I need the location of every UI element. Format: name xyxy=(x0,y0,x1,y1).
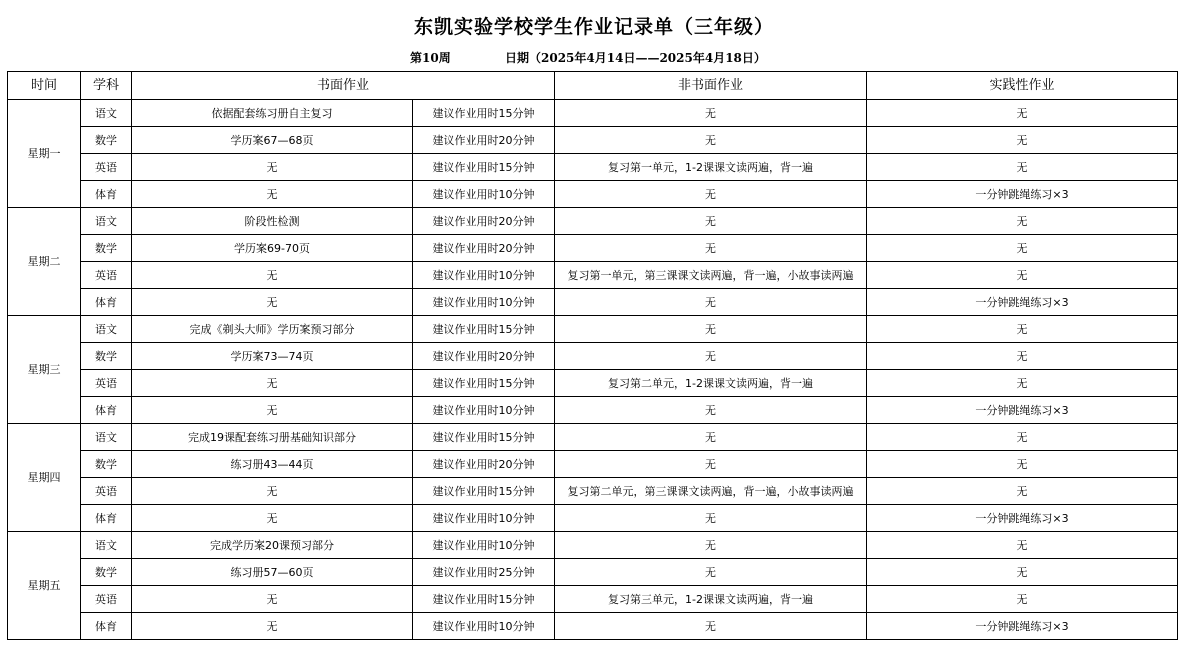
subject-cell: 语文 xyxy=(81,316,132,343)
time-cell: 建议作业用时20分钟 xyxy=(413,127,555,154)
table-row xyxy=(8,451,1178,478)
time-cell: 建议作业用时10分钟 xyxy=(413,289,555,316)
nonwritten-cell: 复习第三单元，1-2课课文读两遍，背一遍 xyxy=(555,586,867,613)
written-cell: 无 xyxy=(132,289,413,316)
practice-cell: 无 xyxy=(867,559,1178,586)
time-cell: 建议作业用时20分钟 xyxy=(413,451,555,478)
practice-cell: 无 xyxy=(867,451,1178,478)
written-cell: 无 xyxy=(132,181,413,208)
subject-cell: 体育 xyxy=(81,181,132,208)
time-cell: 建议作业用时20分钟 xyxy=(413,343,555,370)
time-cell: 建议作业用时10分钟 xyxy=(413,397,555,424)
written-cell: 无 xyxy=(132,262,413,289)
table-row xyxy=(8,505,1178,532)
written-cell: 无 xyxy=(132,154,413,181)
day-cell: 星期一 xyxy=(8,100,81,208)
day-cell: 星期二 xyxy=(8,208,81,316)
subject-cell: 数学 xyxy=(81,235,132,262)
written-cell: 无 xyxy=(132,505,413,532)
practice-cell: 无 xyxy=(867,343,1178,370)
written-cell: 完成学历案20课预习部分 xyxy=(132,532,413,559)
written-cell: 无 xyxy=(132,370,413,397)
subject-cell: 体育 xyxy=(81,613,132,640)
practice-cell: 无 xyxy=(867,586,1178,613)
written-cell: 完成19课配套练习册基础知识部分 xyxy=(132,424,413,451)
written-cell: 无 xyxy=(132,613,413,640)
written-cell: 学历案73—74页 xyxy=(132,343,413,370)
practice-cell: 无 xyxy=(867,208,1178,235)
table-row xyxy=(8,127,1178,154)
practice-cell: 无 xyxy=(867,370,1178,397)
header-row xyxy=(8,72,1178,100)
nonwritten-cell: 无 xyxy=(555,559,867,586)
nonwritten-cell: 复习第一单元，1-2课课文读两遍，背一遍 xyxy=(555,154,867,181)
time-cell: 建议作业用时25分钟 xyxy=(413,559,555,586)
header-written: 书面作业 xyxy=(132,72,555,100)
time-cell: 建议作业用时15分钟 xyxy=(413,154,555,181)
nonwritten-cell: 无 xyxy=(555,208,867,235)
subject-cell: 数学 xyxy=(81,559,132,586)
table-row xyxy=(8,100,1178,127)
table-row xyxy=(8,613,1178,640)
practice-cell: 无 xyxy=(867,424,1178,451)
nonwritten-cell: 无 xyxy=(555,316,867,343)
subject-cell: 语文 xyxy=(81,532,132,559)
time-cell: 建议作业用时10分钟 xyxy=(413,181,555,208)
practice-cell: 一分钟跳绳练习×3 xyxy=(867,181,1178,208)
subject-cell: 英语 xyxy=(81,370,132,397)
table-row xyxy=(8,370,1178,397)
table-row xyxy=(8,208,1178,235)
nonwritten-cell: 无 xyxy=(555,343,867,370)
practice-cell: 一分钟跳绳练习×3 xyxy=(867,505,1178,532)
practice-cell: 无 xyxy=(867,154,1178,181)
written-cell: 学历案69-70页 xyxy=(132,235,413,262)
subject-cell: 数学 xyxy=(81,127,132,154)
table-row xyxy=(8,397,1178,424)
practice-cell: 无 xyxy=(867,262,1178,289)
practice-cell: 一分钟跳绳练习×3 xyxy=(867,397,1178,424)
practice-cell: 一分钟跳绳练习×3 xyxy=(867,289,1178,316)
written-cell: 练习册57—60页 xyxy=(132,559,413,586)
time-cell: 建议作业用时20分钟 xyxy=(413,235,555,262)
nonwritten-cell: 无 xyxy=(555,100,867,127)
table-row xyxy=(8,154,1178,181)
time-cell: 建议作业用时15分钟 xyxy=(413,370,555,397)
nonwritten-cell: 无 xyxy=(555,235,867,262)
written-cell: 学历案67—68页 xyxy=(132,127,413,154)
nonwritten-cell: 无 xyxy=(555,127,867,154)
subject-cell: 英语 xyxy=(81,262,132,289)
day-cell: 星期三 xyxy=(8,316,81,424)
table-row xyxy=(8,181,1178,208)
homework-table xyxy=(7,71,1178,640)
subject-cell: 语文 xyxy=(81,424,132,451)
time-cell: 建议作业用时10分钟 xyxy=(413,532,555,559)
time-cell: 建议作业用时10分钟 xyxy=(413,262,555,289)
time-cell: 建议作业用时15分钟 xyxy=(413,586,555,613)
day-cell: 星期四 xyxy=(8,424,81,532)
nonwritten-cell: 无 xyxy=(555,397,867,424)
time-cell: 建议作业用时15分钟 xyxy=(413,478,555,505)
table-row xyxy=(8,289,1178,316)
practice-cell: 无 xyxy=(867,100,1178,127)
table-row xyxy=(8,559,1178,586)
subject-cell: 体育 xyxy=(81,289,132,316)
subject-cell: 语文 xyxy=(81,208,132,235)
written-cell: 练习册43—44页 xyxy=(132,451,413,478)
subject-cell: 体育 xyxy=(81,397,132,424)
time-cell: 建议作业用时15分钟 xyxy=(413,316,555,343)
nonwritten-cell: 复习第二单元，1-2课课文读两遍，背一遍 xyxy=(555,370,867,397)
written-cell: 无 xyxy=(132,397,413,424)
practice-cell: 无 xyxy=(867,478,1178,505)
table-row xyxy=(8,532,1178,559)
time-cell: 建议作业用时20分钟 xyxy=(413,208,555,235)
subject-cell: 英语 xyxy=(81,478,132,505)
table-row xyxy=(8,235,1178,262)
subject-cell: 数学 xyxy=(81,343,132,370)
header-time: 时间 xyxy=(8,72,81,100)
written-cell: 阶段性检测 xyxy=(132,208,413,235)
practice-cell: 无 xyxy=(867,532,1178,559)
page-title: 东凯实验学校学生作业记录单（三年级） xyxy=(413,16,774,38)
nonwritten-cell: 无 xyxy=(555,505,867,532)
week-label: 第10周 xyxy=(410,51,451,65)
table-row xyxy=(8,424,1178,451)
table-row xyxy=(8,343,1178,370)
table-row xyxy=(8,316,1178,343)
nonwritten-cell: 复习第二单元，第三课课文读两遍，背一遍，小故事读两遍 xyxy=(555,478,867,505)
table-row xyxy=(8,478,1178,505)
nonwritten-cell: 无 xyxy=(555,532,867,559)
time-cell: 建议作业用时10分钟 xyxy=(413,505,555,532)
header-practice: 实践性作业 xyxy=(867,72,1178,100)
subject-cell: 英语 xyxy=(81,154,132,181)
nonwritten-cell: 无 xyxy=(555,289,867,316)
subject-cell: 英语 xyxy=(81,586,132,613)
table-row xyxy=(8,262,1178,289)
written-cell: 无 xyxy=(132,478,413,505)
practice-cell: 无 xyxy=(867,127,1178,154)
nonwritten-cell: 无 xyxy=(555,181,867,208)
day-cell: 星期五 xyxy=(8,532,81,640)
nonwritten-cell: 无 xyxy=(555,613,867,640)
subject-cell: 体育 xyxy=(81,505,132,532)
practice-cell: 一分钟跳绳练习×3 xyxy=(867,613,1178,640)
table-row xyxy=(8,586,1178,613)
header-subject: 学科 xyxy=(81,72,132,100)
nonwritten-cell: 无 xyxy=(555,451,867,478)
practice-cell: 无 xyxy=(867,235,1178,262)
practice-cell: 无 xyxy=(867,316,1178,343)
nonwritten-cell: 复习第一单元，第三课课文读两遍，背一遍，小故事读两遍 xyxy=(555,262,867,289)
nonwritten-cell: 无 xyxy=(555,424,867,451)
written-cell: 无 xyxy=(132,586,413,613)
date-range: 日期（2025年4月14日——2025年4月18日） xyxy=(505,51,766,65)
header-nonwritten: 非书面作业 xyxy=(555,72,867,100)
time-cell: 建议作业用时15分钟 xyxy=(413,424,555,451)
time-cell: 建议作业用时15分钟 xyxy=(413,100,555,127)
written-cell: 依据配套练习册自主复习 xyxy=(132,100,413,127)
subject-cell: 语文 xyxy=(81,100,132,127)
time-cell: 建议作业用时10分钟 xyxy=(413,613,555,640)
subject-cell: 数学 xyxy=(81,451,132,478)
written-cell: 完成《剃头大师》学历案预习部分 xyxy=(132,316,413,343)
